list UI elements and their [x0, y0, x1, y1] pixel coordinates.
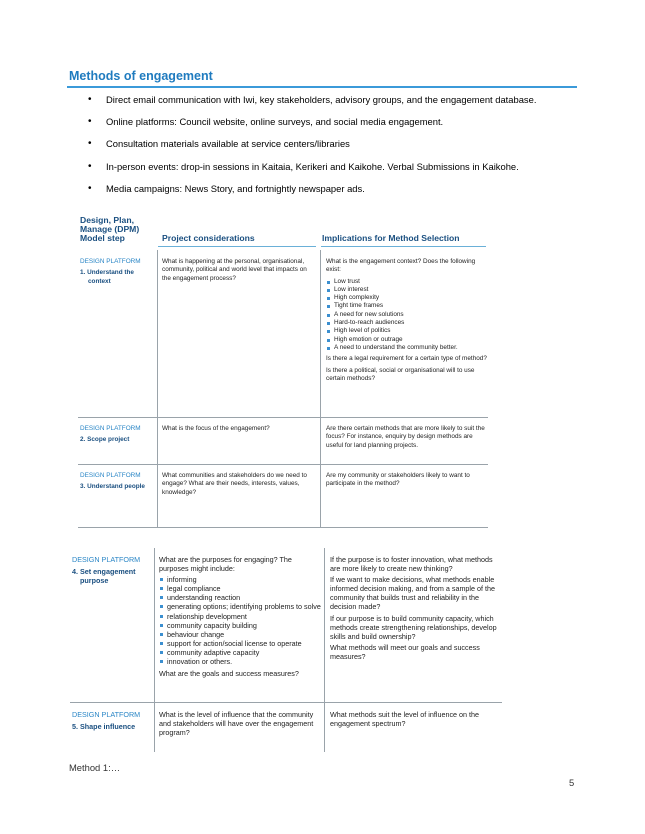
row5-consideration: What is the level of influence that the community and stakeholders will have over the engagement program? — [159, 710, 314, 738]
list-item: behaviour change — [159, 630, 321, 639]
column-divider — [324, 548, 325, 752]
list-item: understanding reaction — [159, 593, 321, 602]
row4-step — [72, 555, 150, 585]
impl-para: If the purpose is to foster innovation, what methods are more likely to create new thinking? — [330, 555, 493, 574]
list-item: High complexity — [326, 294, 488, 302]
platform-label: DESIGN PLATFORM — [80, 472, 141, 479]
list-item: • Online platforms: Council website, online surveys, and social media engagement. — [88, 116, 588, 127]
row5-implications: What methods suit the level of influence on the engagement spectrum? — [330, 710, 480, 729]
impl-intro: What is the engagement context? Does the following exist: — [326, 258, 476, 274]
cons-list — [159, 575, 321, 666]
footer-text: Method 1:… — [69, 762, 121, 773]
impl-para: Is there a political, social or organisational will to use certain methods? — [326, 366, 475, 382]
header-step: Design, Plan, Manage (DPM) Model step — [80, 215, 140, 243]
step-name: 2. Scope project — [80, 436, 130, 444]
list-item: informing — [159, 575, 321, 584]
list-item: A need for new solutions — [326, 311, 488, 319]
row-divider — [70, 702, 502, 703]
impl-para: If we want to make decisions, what methods enable informed decision making, and from a sample of the community that builds trust and reliability in the decision made? — [330, 575, 495, 612]
step-name: 5. Shape influence — [72, 722, 136, 732]
row1-consideration: What is happening at the personal, organisational, community, political and world level that impacts on the engagement process? — [162, 258, 307, 282]
column-divider — [154, 548, 155, 752]
header-considerations: Project considerations — [162, 233, 255, 243]
impl-para: What methods will meet our goals and success measures? — [330, 642, 480, 661]
page-number: 5 — [569, 777, 575, 788]
impl-para: If our purpose is to build community capacity, which methods create strengthening relationships, develop skills and build ownership? — [330, 613, 497, 641]
platform-label: DESIGN PLATFORM — [80, 258, 141, 265]
row3-implications: Are my community or stakeholders likely to want to participate in the method? — [326, 472, 470, 488]
list-item: • Direct email communication with Iwi, key stakeholders, advisory groups, and the engagement database. — [88, 94, 588, 105]
row3-consideration: What communities and stakeholders do we need to engage? What are their needs, interests, values, knowledge? — [162, 472, 307, 496]
row4-consideration — [159, 555, 321, 680]
section-heading: Methods of engagement — [69, 69, 213, 83]
list-item: community adaptive capacity — [159, 648, 321, 657]
step-name: 4. Set engagement purpose — [72, 567, 136, 586]
list-item: High level of politics — [326, 327, 488, 335]
list-item: Hard-to-reach audiences — [326, 319, 488, 327]
row4-implications — [330, 555, 502, 663]
step-name: 3. Understand people — [80, 483, 145, 491]
list-item: community capacity building — [159, 621, 321, 630]
list-item: generating options; identifying problems to solve — [159, 602, 321, 611]
row5-step — [72, 710, 150, 731]
list-item: support for action/social license to operate — [159, 639, 321, 648]
list-item: A need to understand the community better. — [326, 344, 488, 352]
impl-para: Is there a legal requirement for a certain type of method? — [326, 355, 487, 363]
list-item: Tight time frames — [326, 302, 488, 310]
list-item: Low trust — [326, 278, 488, 286]
row2-consideration: What is the focus of the engagement? — [162, 425, 270, 432]
platform-label: DESIGN PLATFORM — [72, 555, 141, 564]
cons-intro: What are the purposes for engaging? The purposes might include: — [159, 555, 292, 574]
platform-label: DESIGN PLATFORM — [72, 710, 141, 719]
step-name: 1. Understand the context — [80, 269, 134, 285]
list-item: relationship development — [159, 612, 321, 621]
header-implications: Implications for Method Selection — [322, 233, 460, 243]
list-item: Low interest — [326, 286, 488, 294]
list-item: • Consultation materials available at service centers/libraries — [88, 138, 588, 149]
list-item: • Media campaigns: News Story, and fortnightly newspaper ads. — [88, 183, 588, 194]
list-item: • In-person events: drop-in sessions in Kaitaia, Kerikeri and Kaikohe. Verbal Submissions in Kaikohe. — [88, 161, 588, 172]
list-item: innovation or others. — [159, 657, 321, 666]
list-item: High emotion or outrage — [326, 336, 488, 344]
list-item: legal compliance — [159, 584, 321, 593]
platform-label: DESIGN PLATFORM — [80, 425, 141, 432]
row2-implications: Are there certain methods that are more likely to suit the focus? For instance, enquiry by design methods are useful for land planning projects. — [326, 425, 485, 449]
cons-outro: What are the goals and success measures? — [159, 669, 299, 679]
